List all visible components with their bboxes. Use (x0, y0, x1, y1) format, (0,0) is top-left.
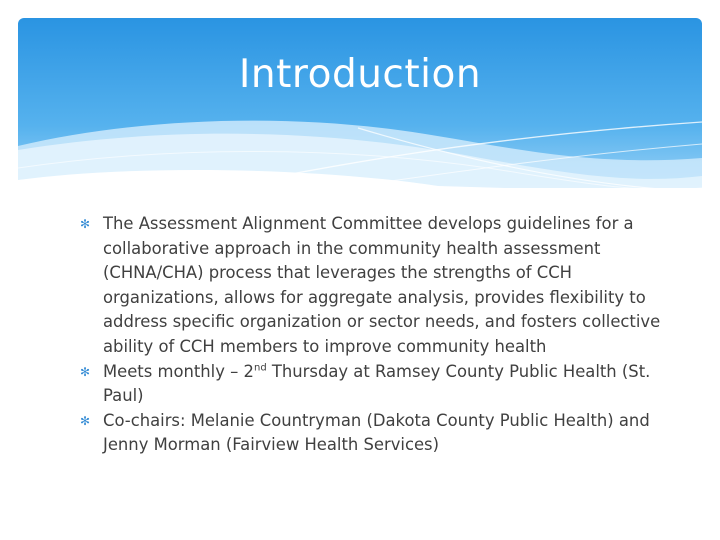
bullet-text-part: Thursday at Ramsey County Public Health (St. Paul) (103, 361, 651, 406)
bullet-item (80, 212, 665, 360)
ordinal-suffix: nd (253, 362, 267, 374)
title-banner (18, 18, 702, 198)
asterisk-bullet-icon: ✻ (80, 413, 91, 428)
slide-title: Introduction (238, 52, 482, 97)
bullet-text: Co-chairs: Melanie Countryman (Dakota County Public Health) and Jenny Morman (Fairview Health Services) (103, 410, 650, 455)
bullet-text-part: Meets monthly – 2 (103, 361, 254, 381)
asterisk-bullet-icon: ✻ (80, 364, 91, 379)
bullet-text: The Assessment Alignment Committee develops guidelines for a collaborative approach in the community health assessment (CHNA/CHA) process that leverages the strengths of CCH organizations, allows for aggregate analysis, provides flexibility to address specific organization or sector needs, and fosters collective ability of CCH members to improve community health (103, 214, 661, 356)
bullet-item (80, 409, 665, 458)
banner-wave-graphic (18, 18, 702, 198)
asterisk-bullet-icon: ✻ (80, 217, 91, 231)
bullet-list (80, 212, 665, 458)
bullet-item (80, 360, 665, 409)
